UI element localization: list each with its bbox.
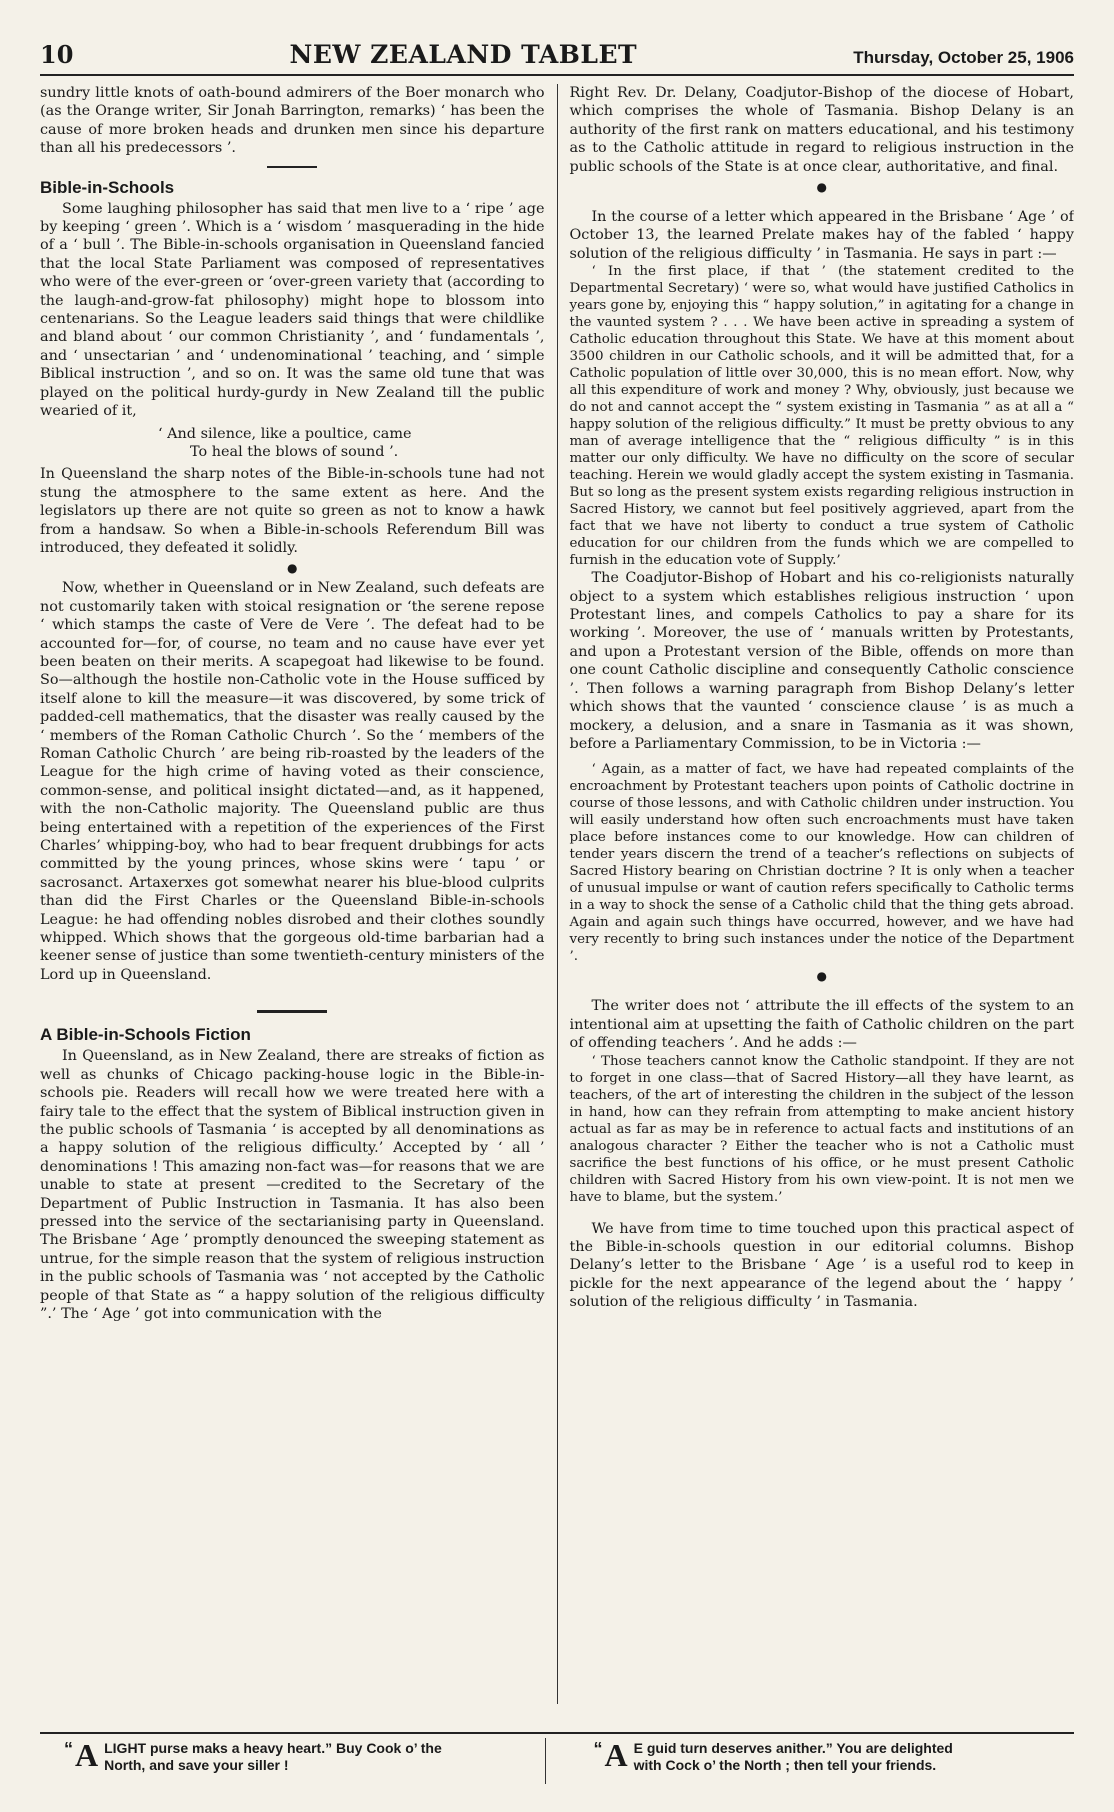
advert-text-line: LIGHT purse maks a heavy heart.” Buy Cook o’ the bbox=[104, 1740, 442, 1756]
paragraph: We have from time to time touched upon this practical aspect of the Bible-in-schools question in our editorial columns. Bishop Delany’s letter to the Brisbane ‘ Age ’ is a useful rod to keep in pickle for the next appearance of the legend about the ‘ happy ’ solution of the religious difficulty ’ in Tasmania. bbox=[569, 1220, 1074, 1311]
advert-drop-cap: A bbox=[75, 1737, 99, 1773]
paragraph: The Coadjutor-Bishop of Hobart and his co-religionists naturally object to a system which establishes religious instruction ‘ upon Protestant lines, and compels Catholics to pay a share for its working ’. Moreover, the use of ‘ manuals written by Protestants, and upon a Protestant version of the Bible, offends on more than one count Catholic discipline and consequently Catholic conscience ’. Then follows a warning paragraph from Bishop Delany’s letter which shows that the vaunted ‘ conscience clause ’ is as much a mockery, a delusion, and a snare in Tasmania as it was shown, before a Parliamentary Commission, to be in Victoria :— bbox=[569, 570, 1074, 752]
left-column bbox=[40, 84, 557, 1704]
advert-text-line: with Cock o’ the North ; then tell your friends. bbox=[633, 1757, 937, 1773]
separator-dot: ● bbox=[816, 180, 827, 195]
page-number: 10 bbox=[40, 40, 74, 69]
advertisement-footer bbox=[40, 1732, 1074, 1794]
article-columns bbox=[40, 84, 1074, 1704]
advert-drop-cap: A bbox=[604, 1737, 628, 1773]
quoted-letter: ‘ Again, as a matter of fact, we have had repeated complaints of the encroachment by Protestant teachers upon points of Catholic doctrine in course of those lessons, and with Catholic children under instruction. You will easily understand how often such encroachments must have taken place before instances come to our knowledge. How can children of tender years discern the trend of a teacher’s reflections on subjects of Sacred History bearing on Christian doctrine ? It is only when a teacher of unusual impulse or want of caution refers specifically to Catholic terms in a way to shock the sense of a Catholic child that the thing gets abroad. Again and again such things have occurred, however, and we have had very recently to bring such instances under the notice of the Department ’. bbox=[569, 762, 1074, 965]
advert-text-line: E guid turn deserves anither.” You are delighted bbox=[633, 1740, 953, 1756]
verse-line: ‘ And silence, like a poultice, came bbox=[158, 425, 412, 442]
paragraph: Now, whether in Queensland or in New Zealand, such defeats are not customarily taken with stoical resignation or ‘the serene repose ‘ which stamps the caste of Vere de Vere ’. The defeat had to be accounted for—for, of course, no team and no cause have ever yet been beaten on their merits. A scapegoat had likewise to be found. So—although the hostile non-Catholic vote in the House sufficed by itself alone to kill the measure—it was discovered, by some trick of padded-cell mathematics, that the disaster was really caused by the ‘ members of the Roman Catholic Church ’. So the ‘ members of the Roman Catholic Church ’ are being rib-roasted by the leaders of the League for the high crime of having voted as their conscience, common-sense, and political insight dictated—and, as it happened, with the non-Catholic majority. The Queensland public are thus being entertained with a repetition of the experiences of the First Charles’ whipping-boy, who had to bear frequent drubbings for acts committed by the young princes, whose skins were ‘ tapu ’ or sacrosanct. Artaxerxes got somewhat nearer his blue-blood culprits than did the First Charles or the Queensland Bible-in-schools League: he had offending nobles disrobed and their clothes soundly whipped. Which shows that the gorgeous old-time barbarian had a keener sense of justice than some twentieth-century ministers of the Lord up in Queensland. bbox=[40, 580, 545, 983]
quoted-letter: ‘ In the first place, if that ’ (the statement credited to the Departmental Secretary) ‘ were so, what would have justified Catholics in years gone by, enjoying this “ happy solution,” in agitating for a change in the vaunted system ? . . . We have been active in spreading a system of Catholic education throughout this State. We have at this moment about 3500 children in our Catholic schools, and it will be admitted that, for a Catholic population of little over 30,000, this is no mean effort. Now, why all this expenditure of work and money ? Why, obviously, just because we do not and cannot accept the “ system existing in Tasmania ” as at all a “ happy solution of the religious difficulty.” It must be pretty obvious to any man of average intelligence that the “ religious difficulty ” is in this matter our only difficulty. We have no difficulty on the score of secular teaching. Herein we would gladly accept the system existing in Tasmania. But so long as the present system exists regarding religious instruction in Sacred History, we cannot but feel positively aggrieved, apart from the fact that we have not liberty to conduct a true system of Catholic education for our children from the funds which we are compelled to furnish in the education vote of Supply.’ bbox=[569, 264, 1074, 569]
page-header bbox=[40, 40, 1074, 76]
paragraph: The writer does not ‘ attribute the ill effects of the system to an intentional aim at upsetting the faith of Catholic children on the part of offending teachers ’. And he adds :— bbox=[569, 998, 1074, 1052]
advert-open-quote: “ bbox=[593, 1739, 603, 1759]
intro-paragraph: sundry little knots of oath-bound admirers of the Boer monarch who (as the Orange writer, Sir Jonah Barrington, remarks) ‘ has been the cause of more broken heads and drunken men since his departure than all his predecessors ’. bbox=[40, 85, 545, 157]
masthead-title: NEW ZEALAND TABLET bbox=[289, 40, 638, 69]
section-heading-bible-in-schools: Bible-in-Schools bbox=[40, 177, 175, 197]
advert-right bbox=[546, 1734, 1075, 1794]
paragraph: In Queensland, as in New Zealand, there are streaks of fiction as well as chunks of Chicago packing-house logic in the Bible-in-schools pie. Readers will recall how we were treated here with a fairy tale to the effect that the system of Biblical instruction given in the public schools of Tasmania ‘ is accepted by all denominations as a happy solution of the religious difficulty.’ Accepted by ‘ all ’ denominations ! This amazing non-fact was—for reasons that we are unable to state at present —credited to the Secretary of the Department of Public Instruction in Tasmania. It has also been pressed into the service of the sectarianising party in Queensland. The Brisbane ‘ Age ’ promptly denounced the sweeping statement as untrue, for the simple reason that the system of religious instruction in the public schools of Tasmania was ‘ not accepted by the Catholic people of that State as “ a happy solution of the religious difficulty ”.’ The ‘ Age ’ got into communication with the bbox=[40, 1048, 545, 1322]
quoted-letter: ‘ Those teachers cannot know the Catholic standpoint. If they are not to forget in one class—that of Sacred History—all they have learnt, as teachers, of the art of interesting the children in the subject of the lesson in hand, how can they refrain from attempting to make ancient history actual as far as may be in reference to actual facts and institutions of an analogous character ? Either the teacher who is not a Catholic must sacrifice the best functions of his office, or he must present Catholic children with Sacred History from his own view-point. It is not men we have to blame, but the system.’ bbox=[569, 1053, 1074, 1205]
paragraph: Some laughing philosopher has said that men live to a ‘ ripe ’ age by keeping ‘ green ’. Which is a ‘ wisdom ’ masquerading in the hide of a ‘ bull ’. The Bible-in-schools organisation in Queensland fancied that the local State Parliament was composed of representatives who were of the ever-green or ‘over-green variety that (according to the laugh-and-grow-fat philosophy) might hope to blossom into centenarians. So the League leaders said things that were childlike and bland about ‘ our common Christianity ’, and ‘ fundamentals ’, and ‘ unsectarian ’ and ‘ undenominational ’ teaching, and ‘ simple Biblical instruction ’, and so on. It was the same old tune that was played on the political hurdy-gurdy in New Zealand till the public wearied of it, bbox=[40, 200, 545, 420]
paragraph: In Queensland the sharp notes of the Bible-in-schools tune had not stung the atmosphere to the same extent as here. And the legislators up there are not quite so green as not to know a hawk from a handsaw. So when a Bible-in-schools Referendum Bill was introduced, they defeated it solidly. bbox=[40, 466, 545, 556]
advert-text-line: North, and save your siller ! bbox=[104, 1757, 289, 1773]
paragraph: In the course of a letter which appeared in the Brisbane ‘ Age ’ of October 13, the learned Prelate makes hay of the fabled ‘ happy solution of the religious difficulty ’ in Tasmania. He says in part :— bbox=[569, 209, 1074, 262]
verse-line: To heal the blows of sound ’. bbox=[190, 443, 399, 460]
section-divider bbox=[257, 1010, 327, 1013]
paragraph: Right Rev. Dr. Delany, Coadjutor-Bishop of the diocese of Hobart, which comprises the whole of Tasmania. Bishop Delany is an authority of the first rank on matters educational, and his testimony as to the Catholic attitude in regard to religious instruction in the public schools of the State is at once clear, authoritative, and final. bbox=[569, 85, 1074, 175]
section-divider bbox=[267, 166, 317, 168]
separator-dot: ● bbox=[287, 561, 298, 576]
advert-left bbox=[40, 1734, 545, 1794]
section-heading-fiction: A Bible-in-Schools Fiction bbox=[40, 1025, 251, 1045]
separator-dot: ● bbox=[816, 969, 827, 984]
right-column bbox=[558, 84, 1075, 1704]
verse-quote bbox=[40, 425, 545, 462]
advert-open-quote: “ bbox=[64, 1739, 73, 1759]
issue-date: Thursday, October 25, 1906 bbox=[853, 48, 1074, 67]
